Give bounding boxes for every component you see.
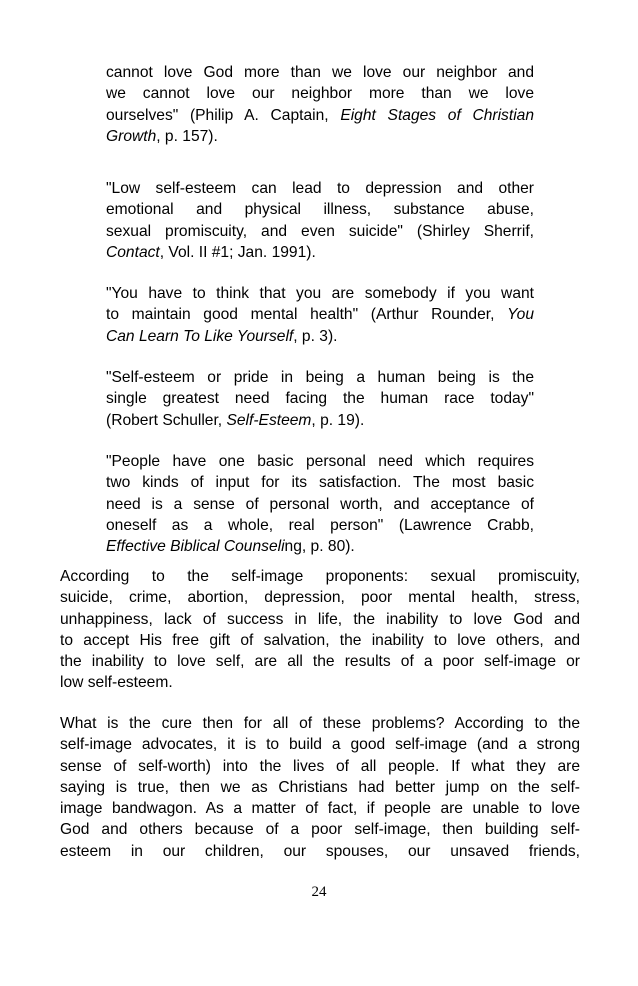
text-run: , p. 3).	[293, 327, 338, 345]
text-run: low self-esteem.	[60, 674, 173, 692]
text-run: , p. 19).	[311, 411, 365, 429]
text-run: "Self-esteem or pride in being a human being is the	[106, 369, 534, 386]
body-paragraph	[60, 713, 580, 862]
text-run: sexual promiscuity, and even suicide" (Shirley Sherrif,	[106, 222, 534, 240]
page-number: 24	[311, 884, 327, 900]
text-run: to maintain good mental health" (Arthur Rounder,	[106, 306, 508, 324]
block-quote	[106, 178, 534, 263]
text-line	[106, 410, 534, 431]
text-line	[106, 494, 534, 515]
text-run: suicide, crime, abortion, depression, poor mental health, stress,	[60, 589, 580, 607]
text-line	[60, 734, 580, 755]
text-line	[60, 713, 580, 734]
body-paragraph	[60, 566, 580, 694]
text-line	[60, 609, 580, 630]
text-line	[60, 630, 580, 651]
text-line	[106, 451, 534, 472]
text-line	[60, 566, 580, 587]
text-run: self-image advocates, it is to build a good self-image (and a strong	[60, 736, 580, 754]
text-run: to accept His free gift of salvation, the inability to love others, and	[60, 631, 580, 649]
text-line	[106, 283, 534, 304]
text-line	[106, 83, 534, 104]
text-run: , Vol. II #1; Jan. 1991).	[159, 243, 316, 261]
text-run: unhappiness, lack of success in life, the inability to love God and	[60, 610, 580, 628]
italic-title: You	[507, 306, 534, 324]
text-run: sense of self-worth) into the lives of all people. If what they are	[60, 757, 580, 775]
text-run: emotional and physical illness, substance abuse,	[106, 201, 534, 219]
italic-title: Contact	[106, 243, 160, 261]
block-quote	[106, 283, 534, 347]
text-line	[106, 388, 534, 409]
text-line	[60, 841, 580, 862]
block-quote	[106, 451, 534, 557]
text-run: What is the cure then for all of these problems? According to the	[60, 715, 580, 732]
italic-title: Can Learn To Like Yourself	[106, 327, 294, 345]
text-line	[60, 651, 580, 672]
text-line	[106, 105, 534, 126]
text-line	[106, 62, 534, 83]
italic-title: Growth	[106, 127, 157, 145]
text-line	[106, 199, 534, 220]
block-quote	[106, 62, 534, 147]
text-line	[106, 242, 534, 263]
text-run: oneself as a whole, real person" (Lawrence Crabb,	[106, 516, 534, 534]
text-line	[106, 304, 534, 325]
text-run: According to the self-image proponents: sexual promiscuity,	[60, 568, 580, 585]
text-run: ng, p. 80).	[284, 538, 355, 556]
text-run: esteem in our children, our spouses, our unsaved friends,	[60, 842, 580, 860]
text-run: God and others because of a poor self-image, then building self-	[60, 821, 580, 839]
text-run: cannot love God more than we love our neighbor and	[106, 64, 534, 81]
text-run: need is a sense of personal worth, and acceptance of	[106, 495, 534, 513]
text-line	[60, 798, 580, 819]
italic-title: Eight Stages of Christian	[340, 106, 534, 124]
text-line	[106, 221, 534, 242]
text-line	[60, 819, 580, 840]
text-line	[60, 587, 580, 608]
text-run: image bandwagon. As a matter of fact, if people are unable to love	[60, 800, 580, 818]
text-line	[106, 536, 534, 557]
text-run: "People have one basic personal need which requires	[106, 453, 534, 470]
text-line	[106, 472, 534, 493]
text-run: (Robert Schuller,	[106, 411, 227, 429]
text-run: saying is true, then we as Christians had better jump on the self-	[60, 778, 580, 796]
italic-title: Effective Biblical Counseli	[106, 538, 285, 556]
text-line	[106, 178, 534, 199]
text-run: "You have to think that you are somebody if you want	[106, 285, 534, 302]
text-line	[60, 672, 580, 693]
text-line	[106, 367, 534, 388]
text-run: ourselves" (Philip A. Captain,	[106, 106, 341, 124]
text-line	[106, 126, 534, 147]
text-run: "Low self-esteem can lead to depression and other	[106, 180, 534, 197]
text-run: the inability to love self, are all the results of a poor self-image or	[60, 653, 580, 671]
text-line	[106, 326, 534, 347]
text-run: , p. 157).	[156, 127, 218, 145]
text-run: single greatest need facing the human race today"	[106, 390, 534, 408]
italic-title: Self-Esteem	[226, 411, 312, 429]
block-quote	[106, 367, 534, 431]
text-line	[60, 777, 580, 798]
text-line	[106, 515, 534, 536]
text-run: we cannot love our neighbor more than we love	[106, 85, 534, 103]
text-line	[60, 756, 580, 777]
text-run: two kinds of input for its satisfaction. The most basic	[106, 474, 534, 492]
